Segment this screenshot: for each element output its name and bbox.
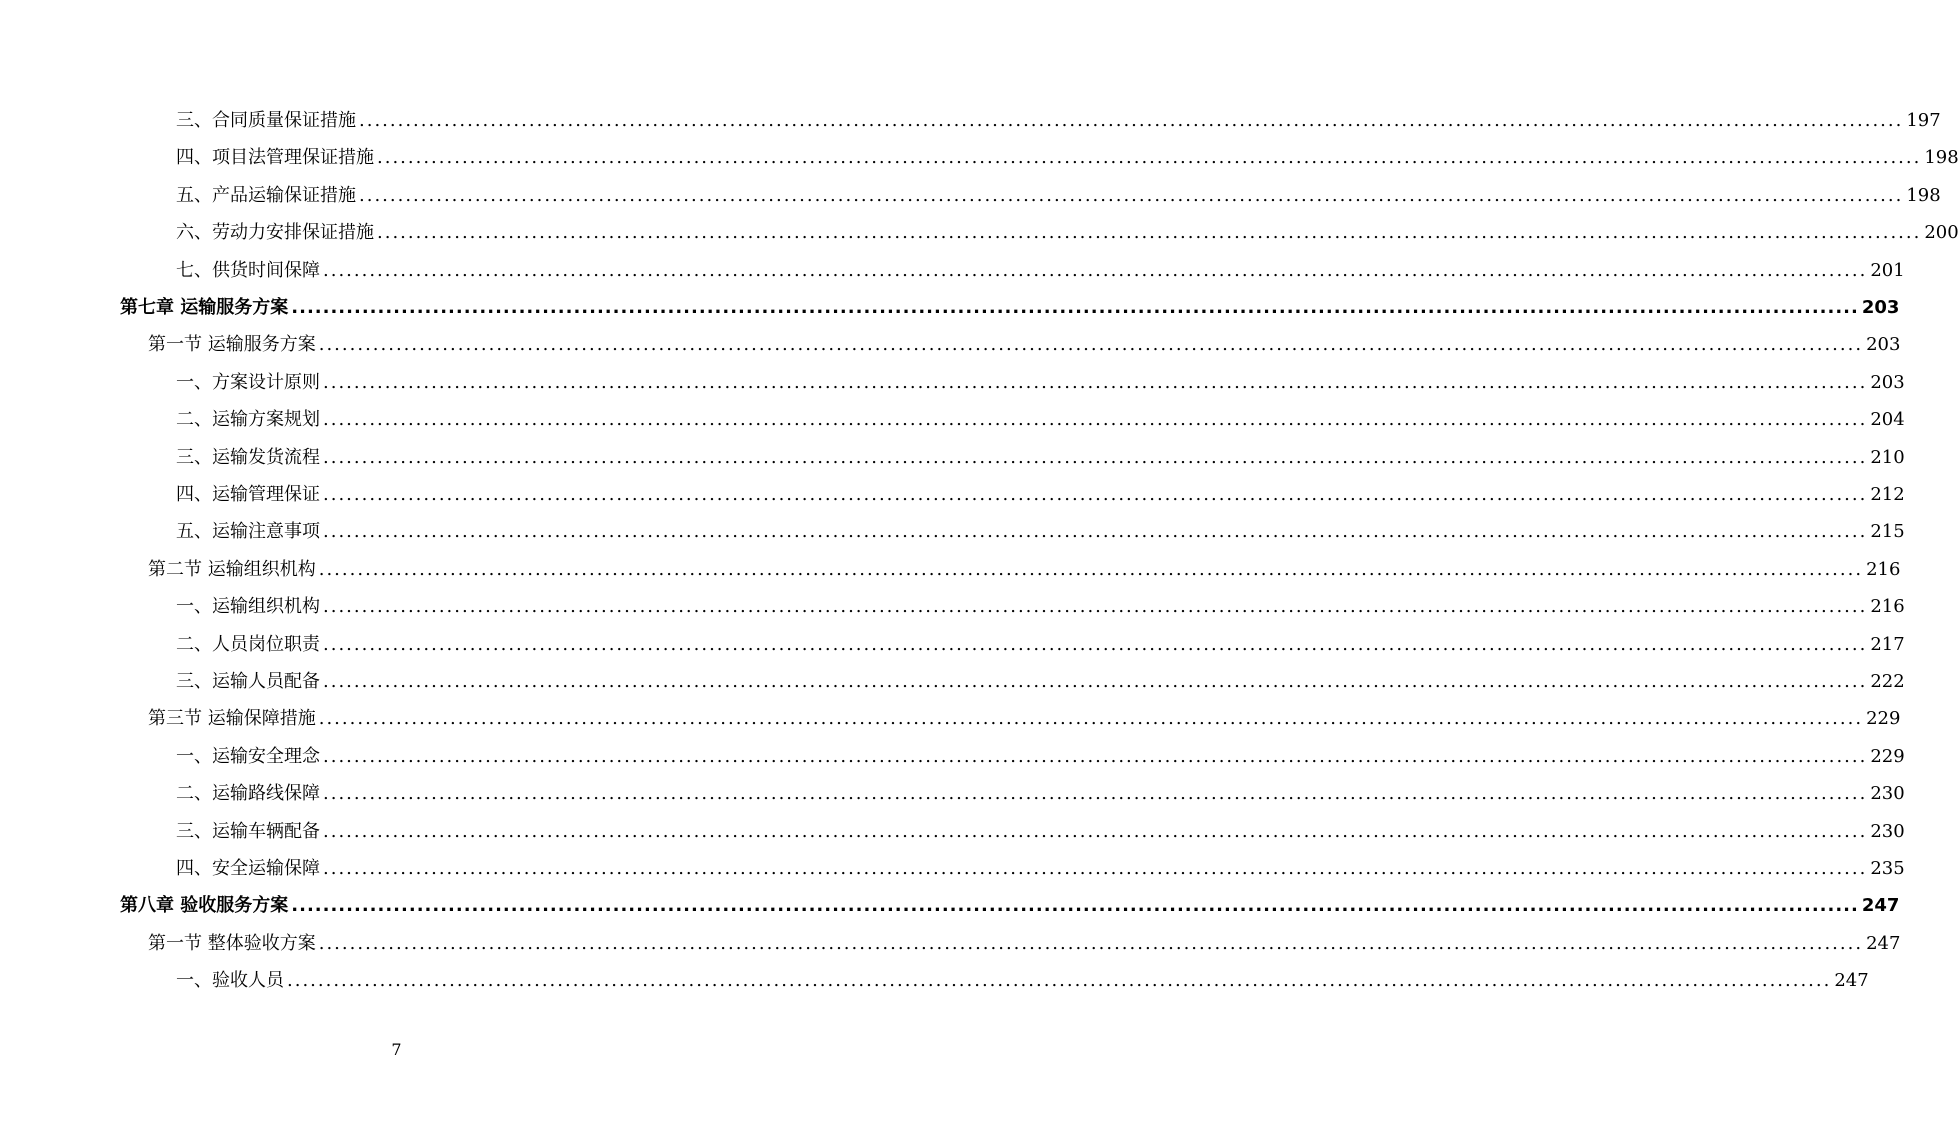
toc-leader-dots: ........................................................................................................................................................................................................ [323,409,1868,431]
toc-entry-page: 197 [1906,110,1941,131]
toc-leader-dots: ........................................................................................................................................................................................................ [323,484,1868,505]
toc-entry-page: 217 [1870,633,1905,655]
toc-entry[interactable] [176,667,1905,693]
toc-entry-page: 216 [1866,558,1901,580]
toc-entry-page: 216 [1870,596,1905,618]
toc-leader-dots: ........................................................................................................................................................................................................ [323,858,1868,879]
toc-leader-dots: ........................................................................................................................................................................................................ [377,147,1922,169]
toc-leader-dots: ........................................................................................................................................................................................................ [323,633,1868,655]
toc-leader-dots: ........................................................................................................................................................................................................ [377,222,1922,244]
toc-entry[interactable] [176,368,1905,394]
page-number: 7 [391,1040,402,1059]
toc-entry-title: 二、运输方案规划 [176,409,320,431]
toc-entry[interactable] [176,817,1905,843]
toc-chapter-entry[interactable] [120,293,1900,319]
toc-entry-page: 215 [1870,521,1905,543]
toc-entry[interactable] [176,480,1905,506]
toc-section-entry[interactable] [148,704,1901,730]
toc-entry-page: 201 [1870,259,1905,281]
toc-entry-title: 四、项目法管理保证措施 [176,147,374,169]
toc-entry-title: 第一节 运输服务方案 [148,334,316,356]
toc-entry-title: 五、产品运输保证措施 [176,184,356,206]
toc-entry-title: 六、劳动力安排保证措施 [176,222,374,244]
toc-leader-dots: ........................................................................................................................................................................................................ [323,745,1868,767]
toc-chapter-entry[interactable] [120,891,1900,917]
toc-entry-page: 247 [1866,932,1901,954]
toc-leader-dots: ........................................................................................................................................................................................................ [287,970,1832,992]
toc-entry[interactable] [176,143,1959,169]
toc-leader-dots: ........................................................................................................................................................................................................ [291,895,1859,917]
toc-section-entry[interactable] [148,555,1901,581]
toc-entry-page: 203 [1861,297,1900,318]
toc-leader-dots: ........................................................................................................................................................................................................ [318,932,1864,954]
toc-entry[interactable] [176,256,1905,282]
toc-leader-dots: ........................................................................................................................................................................................................ [323,596,1868,618]
toc-entry-page: 222 [1870,671,1905,692]
toc-entry-title: 四、安全运输保障 [176,858,320,879]
toc-entry-page: 247 [1861,895,1900,917]
toc-entry[interactable] [176,966,1869,992]
toc-entry[interactable] [176,630,1905,656]
toc-entry[interactable] [176,854,1905,880]
toc-leader-dots: ........................................................................................................................................................................................................ [291,297,1859,318]
toc-entry-page: 203 [1866,334,1901,356]
toc-entry-title: 三、运输发货流程 [176,446,320,468]
toc-entry[interactable] [176,443,1905,469]
toc-entry-title: 三、运输车辆配备 [176,820,320,842]
toc-leader-dots: ........................................................................................................................................................................................................ [323,446,1868,468]
toc-entry-title: 七、供货时间保障 [176,259,320,281]
toc-entry-title: 三、合同质量保证措施 [176,110,356,131]
toc-leader-dots: ........................................................................................................................................................................................................ [323,371,1868,393]
toc-leader-dots: ........................................................................................................................................................................................................ [359,184,1904,206]
toc-entry-page: 203 [1870,371,1905,393]
toc-entry-title: 一、方案设计原则 [176,371,320,393]
toc-entry-title: 第八章 验收服务方案 [120,895,289,917]
toc-entry-title: 第三节 运输保障措施 [148,708,316,730]
toc-entry-title: 一、运输组织机构 [176,596,320,618]
toc-entry-title: 二、人员岗位职责 [176,633,320,655]
toc-entry-page: 247 [1834,970,1869,992]
toc-leader-dots: ........................................................................................................................................................................................................ [318,334,1864,356]
toc-entry-page: 230 [1870,820,1905,842]
toc-entry-page: 230 [1870,783,1905,805]
toc-entry-page: 198 [1906,184,1941,206]
toc-entry[interactable] [176,742,1905,768]
toc-section-entry[interactable] [148,330,1901,356]
toc-section-entry[interactable] [148,929,1901,955]
toc-entry[interactable] [176,218,1959,244]
toc-leader-dots: ........................................................................................................................................................................................................ [323,259,1868,281]
toc-entry-title: 一、运输安全理念 [176,745,320,767]
toc-leader-dots: ........................................................................................................................................................................................................ [359,110,1904,131]
toc-entry[interactable] [176,592,1905,618]
toc-entry-page: 229 [1866,708,1901,730]
toc-entry[interactable] [176,181,1941,207]
toc-leader-dots: ........................................................................................................................................................................................................ [318,558,1864,580]
toc-entry-page: 212 [1870,484,1905,505]
toc-entry-title: 三、运输人员配备 [176,671,320,692]
toc-entry[interactable] [176,779,1905,805]
toc-entry-page: 198 [1924,147,1959,169]
toc-entry-page: 235 [1870,858,1905,879]
toc-entry[interactable] [176,106,1941,132]
toc-leader-dots: ........................................................................................................................................................................................................ [323,671,1868,692]
toc-entry-title: 第二节 运输组织机构 [148,558,316,580]
toc-entry-page: 200 [1924,222,1959,244]
toc-entry-title: 一、验收人员 [176,970,284,992]
toc-leader-dots: ........................................................................................................................................................................................................ [318,708,1864,730]
toc-entry-title: 第七章 运输服务方案 [120,297,289,318]
toc-leader-dots: ........................................................................................................................................................................................................ [323,820,1868,842]
toc-entry[interactable] [176,405,1905,431]
toc-entry-title: 二、运输路线保障 [176,783,320,805]
toc-leader-dots: ........................................................................................................................................................................................................ [323,783,1868,805]
toc-entry-page: 229 [1870,745,1905,767]
toc-entry[interactable] [176,517,1905,543]
toc-entry-title: 四、运输管理保证 [176,484,320,505]
toc-entry-title: 第一节 整体验收方案 [148,932,316,954]
toc-entry-page: 204 [1870,409,1905,431]
toc-leader-dots: ........................................................................................................................................................................................................ [323,521,1868,543]
toc-entry-title: 五、运输注意事项 [176,521,320,543]
toc-entry-page: 210 [1870,446,1905,468]
